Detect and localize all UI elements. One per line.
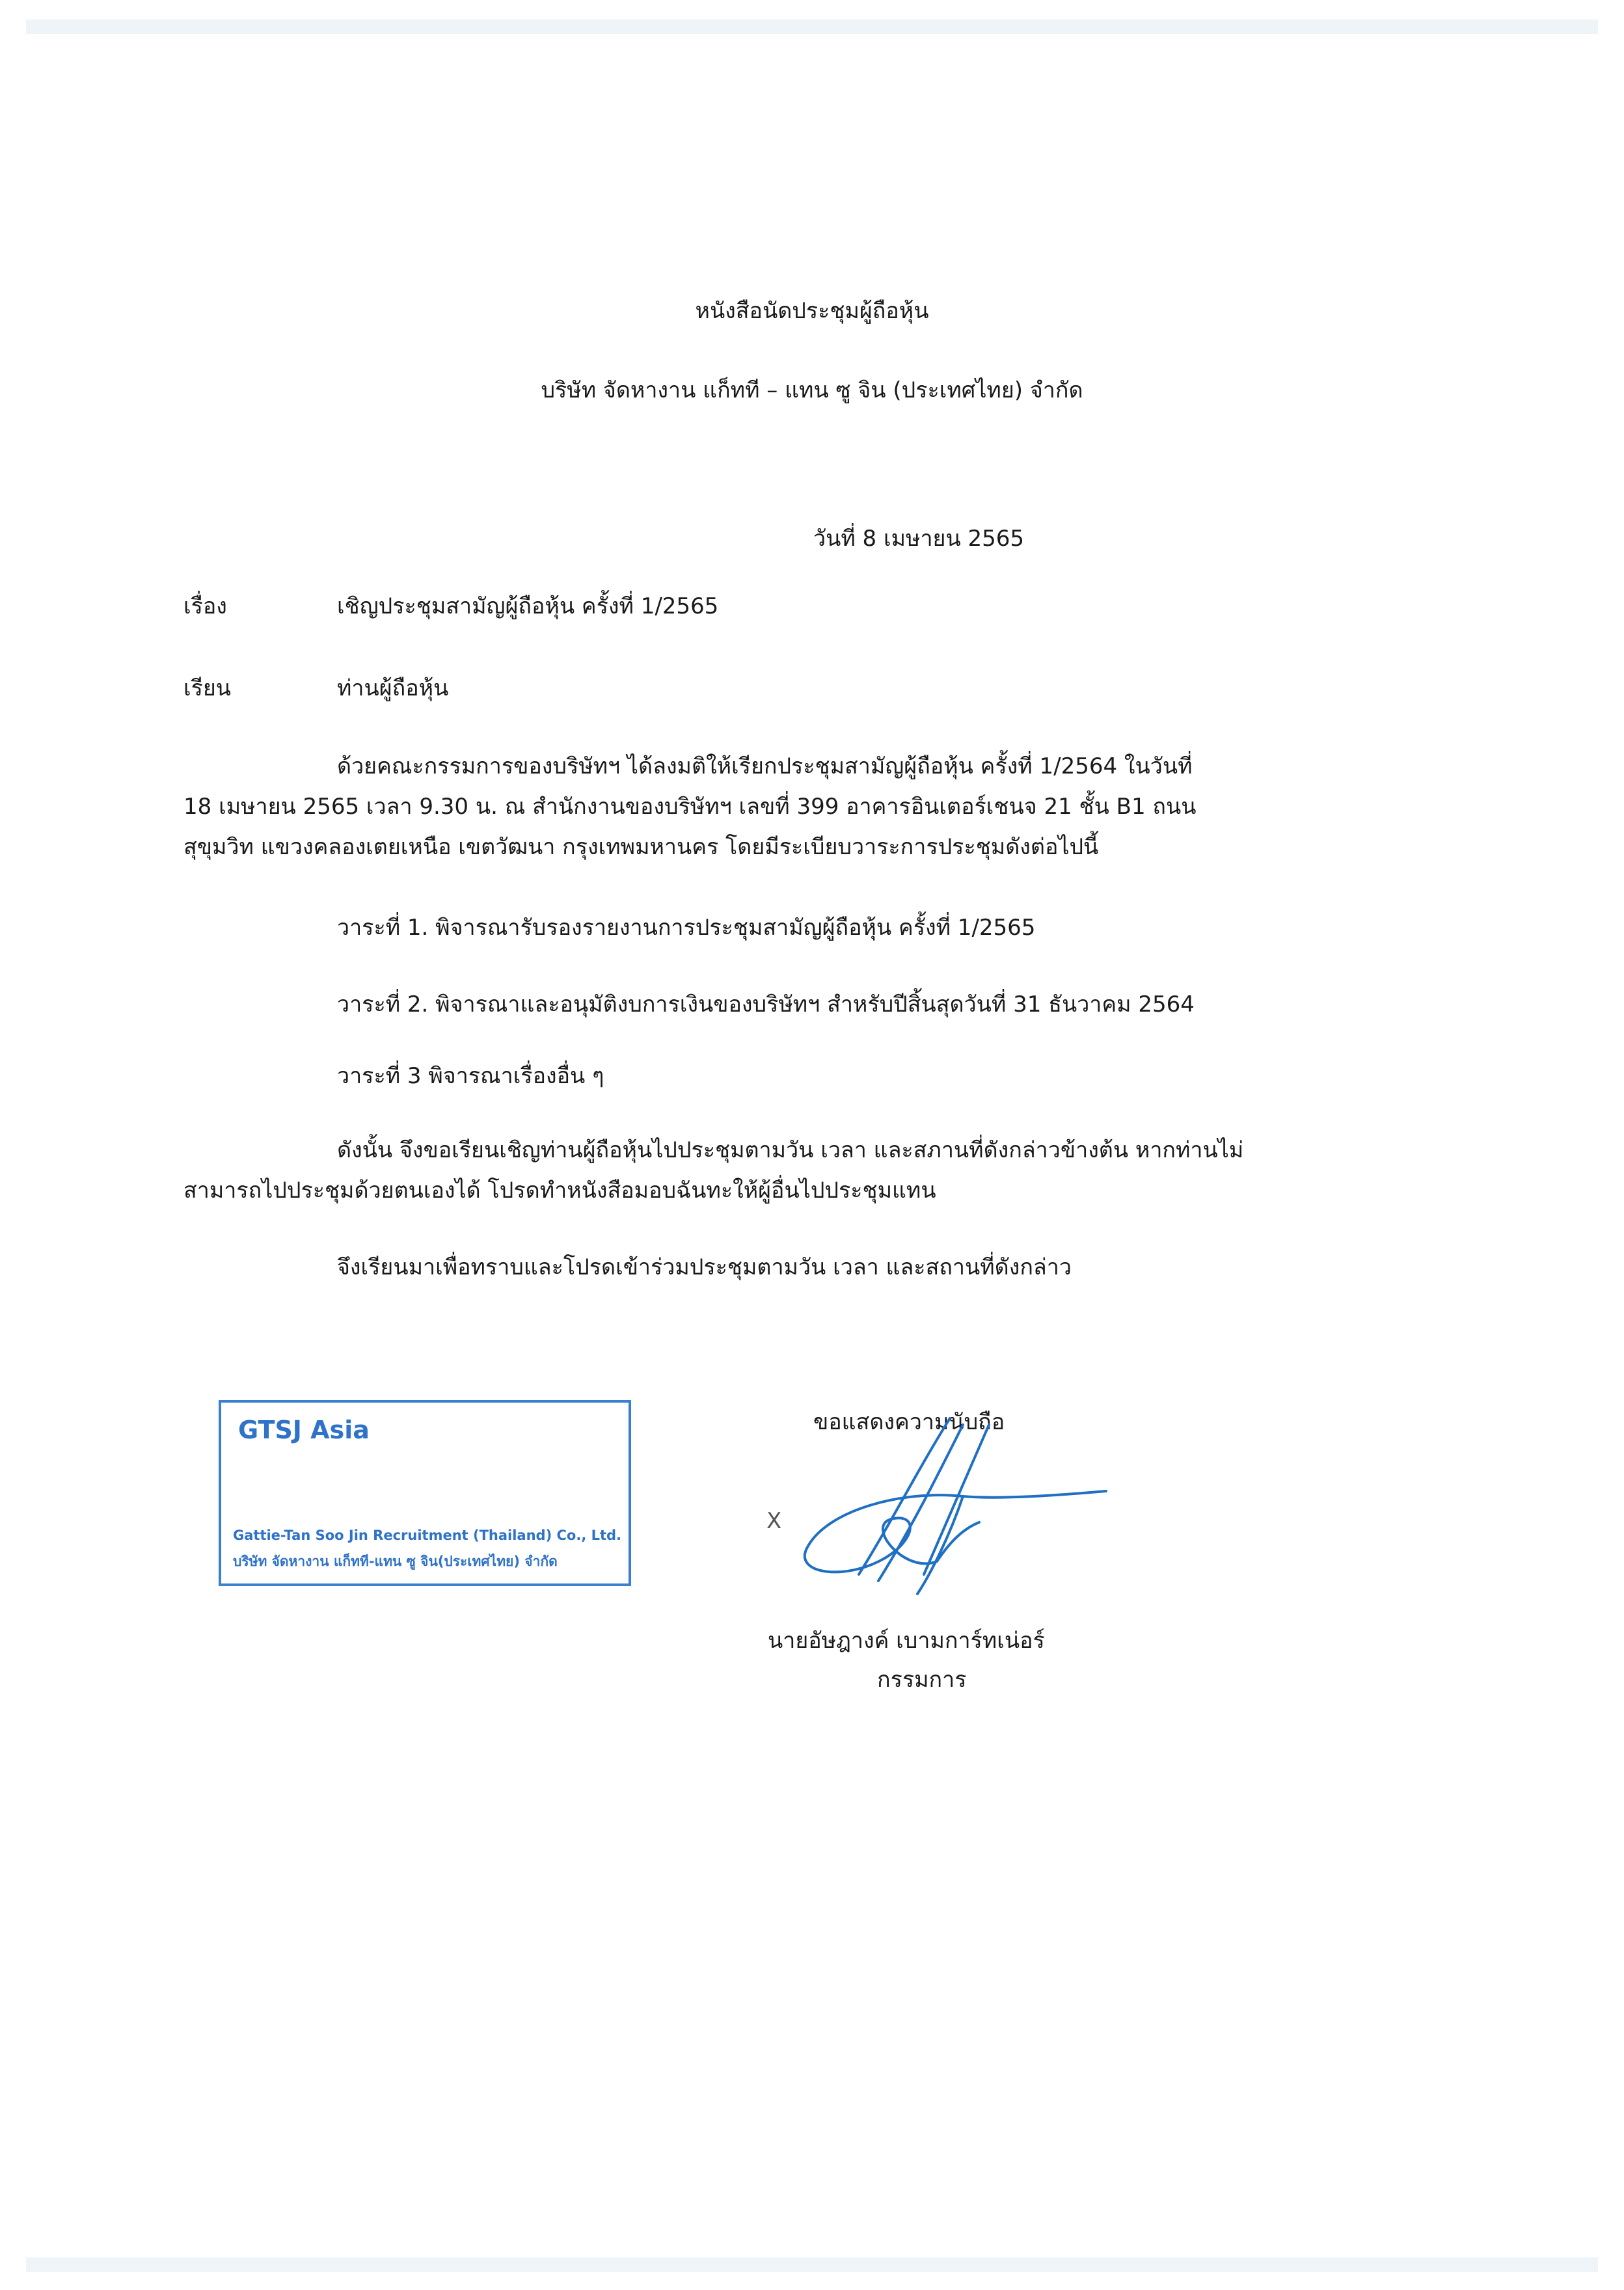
scan-edge-top <box>26 20 1598 34</box>
intro-line-3: สุขุมวิท แขวงคลองเตยเหนือ เขตวัฒนา กรุงเทพมหานคร โดยมีระเบียบวาระการประชุมดังต่อไปนี้ <box>183 834 1099 860</box>
signatory-name: นายอัษฎางค์ เบามการ์ทเน่อร์ <box>768 1628 1045 1654</box>
stamp-name-th: บริษัท จัดหางาน แก็ทที-แทน ซู จิน(ประเทศไทย) จำกัด <box>233 1554 558 1569</box>
scan-edge-bottom <box>26 2257 1598 2272</box>
company-name: บริษัท จัดหางาน แก็ทที – แทน ซู จิน (ประเทศไทย) จำกัด <box>541 377 1083 403</box>
invitation-line-1: ดังนั้น จึงขอเรียนเชิญท่านผู้ถือหุ้นไปประชุมตามวัน เวลา และสภานที่ดังกล่าวข้างต้น หากท่านไม่ <box>337 1137 1244 1163</box>
salutation-label: เรียน <box>183 675 232 701</box>
invitation-line-2: สามารถไปประชุมด้วยตนเองได้ โปรดทำหนังสือมอบฉันทะให้ผู้อื่นไปประชุมแทน <box>183 1178 936 1204</box>
signature-x-mark: X <box>766 1508 782 1534</box>
agenda-item-2: วาระที่ 2. พิจารณาและอนุมัติงบการเงินของบริษัทฯ สำหรับปีสิ้นสุดวันที่ 31 ธันวาคม 2564 <box>337 991 1195 1017</box>
signatory-position: กรรมการ <box>877 1667 967 1693</box>
intro-line-2: 18 เมษายน 2565 เวลา 9.30 น. ณ สำนักงานของบริษัทฯ เลขที่ 399 อาคารอินเตอร์เชนจ 21 ชั้น B1 ถนน <box>183 794 1197 820</box>
letter-date: วันที่ 8 เมษายน 2565 <box>813 526 1025 552</box>
agenda-item-1: วาระที่ 1. พิจารณารับรองรายงานการประชุมสามัญผู้ถือหุ้น ครั้งที่ 1/2565 <box>337 915 1036 941</box>
agenda-item-3: วาระที่ 3 พิจารณาเรื่องอื่น ๆ <box>337 1063 604 1089</box>
subject-text: เชิญประชุมสามัญผู้ถือหุ้น ครั้งที่ 1/2565 <box>337 593 719 619</box>
company-stamp <box>219 1400 631 1586</box>
closing-line: จึงเรียนมาเพื่อทราบและโปรดเข้าร่วมประชุมตามวัน เวลา และสถานที่ดังกล่าว <box>337 1254 1072 1280</box>
regards-text: ขอแสดงความนับถือ <box>813 1409 1005 1435</box>
salutation-text: ท่านผู้ถือหุ้น <box>337 675 449 701</box>
handwritten-signature <box>755 1379 1119 1626</box>
subject-label: เรื่อง <box>183 593 227 619</box>
intro-line-1: ด้วยคณะกรรมการของบริษัทฯ ได้ลงมติให้เรียกประชุมสามัญผู้ถือหุ้น ครั้งที่ 1/2564 ในวันที่ <box>337 753 1193 779</box>
stamp-brand: GTSJ Asia <box>238 1416 370 1444</box>
letter-title: หนังสือนัดประชุมผู้ถือหุ้น <box>695 298 929 324</box>
stamp-name-en: Gattie-Tan Soo Jin Recruitment (Thailand) Co., Ltd. <box>233 1528 622 1543</box>
